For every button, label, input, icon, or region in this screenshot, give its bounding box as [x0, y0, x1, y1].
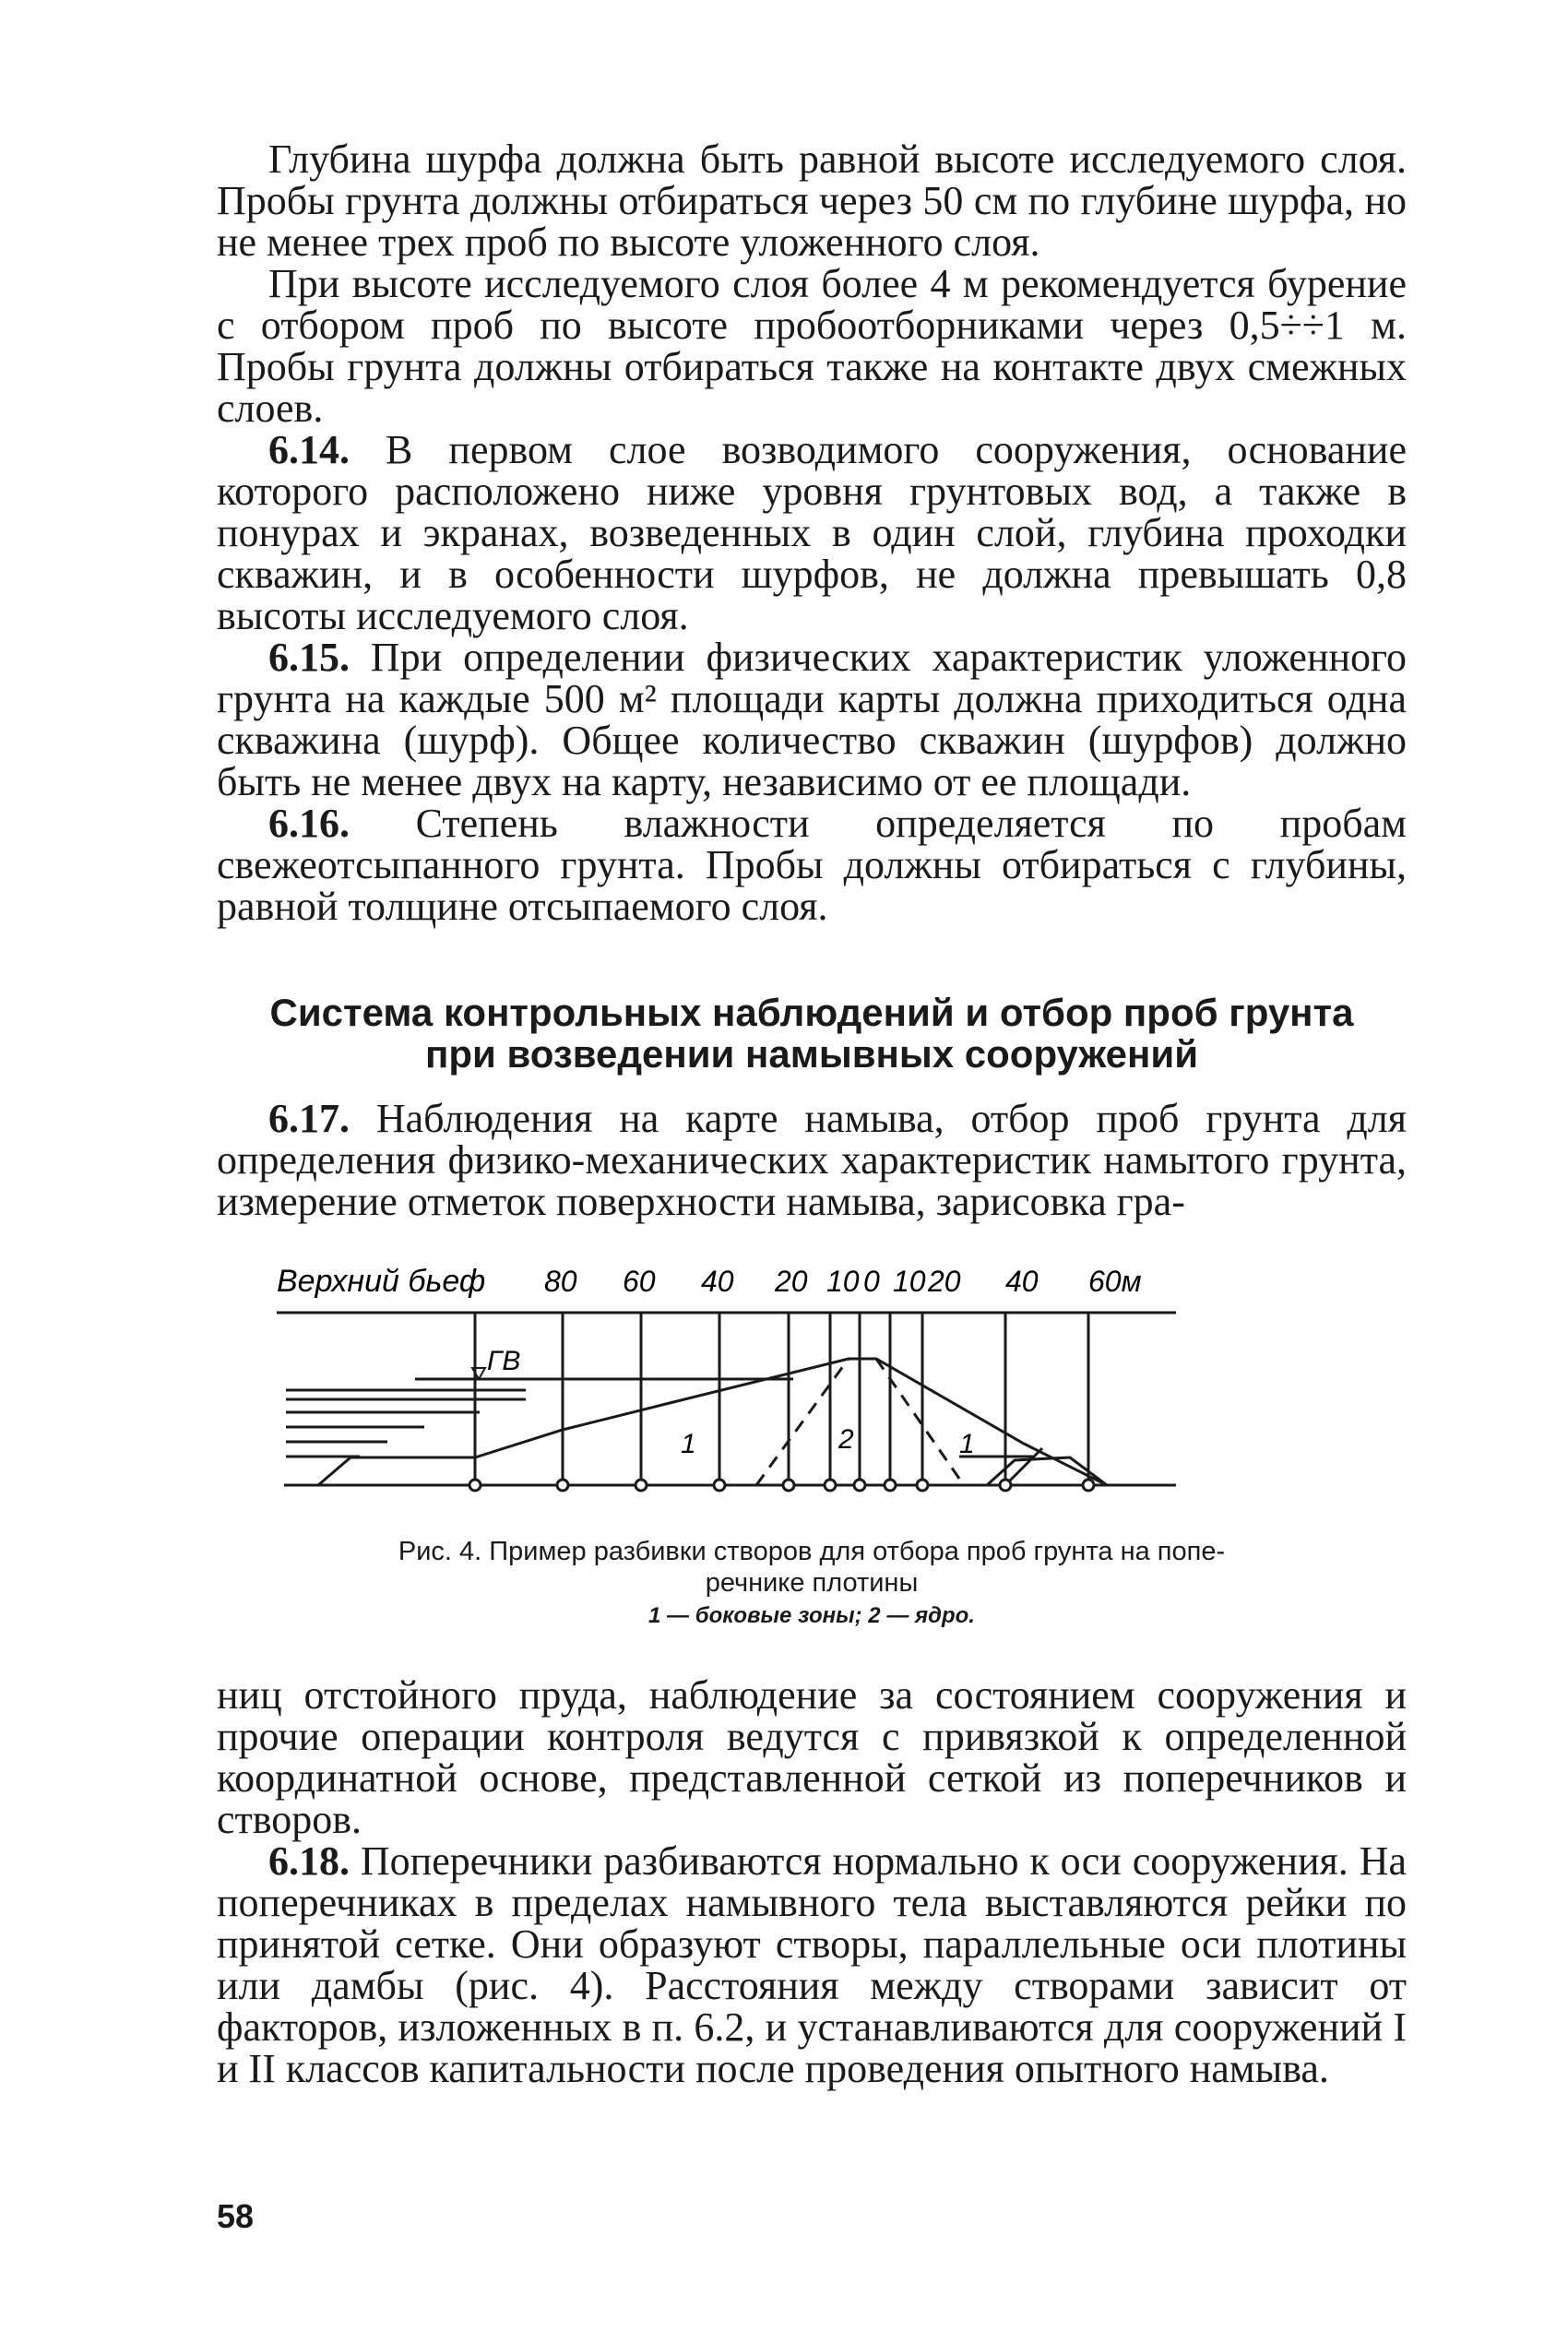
paragraph-text: Наблюдения на карте намыва, отбор проб грунта для определения физико-механических характеристик намытого грунта, измерение отметок поверхности намыва, зарисовка гра- [217, 1096, 1407, 1224]
section-number: 6.17. [268, 1096, 350, 1141]
scale-tick: 20 [928, 1265, 961, 1298]
paragraph-6-14 [217, 429, 1407, 636]
text-block-bottom [217, 1674, 1407, 2089]
paragraph-6-16 [217, 803, 1407, 927]
paragraph-6-18 [217, 1840, 1407, 2089]
section-number: 6.15. [268, 635, 350, 680]
zone-label: 1 [959, 1429, 975, 1459]
scale-title: Верхний бьеф [277, 1264, 486, 1299]
section-number: 6.16. [268, 801, 350, 846]
paragraph: При высоте исследуемого слоя более 4 м рекомендуется бурение с отбором проб по высоте пробоотборниками через 0,5÷÷1 м. Пробы грунта должны отбираться также на контакте двух смежных слоев. [217, 261, 1407, 431]
scale-tick: 40 [1005, 1265, 1039, 1298]
scale-tick: 80 [544, 1265, 577, 1298]
cross-section-drawing [277, 1313, 1176, 1491]
scale-tick: 20 [775, 1265, 808, 1298]
heading-line-2: при возведении намывных сооружений [424, 1032, 1199, 1076]
section-number: 6.18. [268, 1838, 350, 1884]
text-block-top [217, 138, 1407, 927]
scale-tick: 40 [701, 1265, 734, 1298]
scale-tick: 60м [1088, 1265, 1142, 1298]
paragraph-text: В первом слое возводимого сооружения, основание которого расположено ниже уровня грунтовых вод, а также в понурах и экранах, возведенных в один слой, глубина проходки скважин, и в особенности шурфов, не должна превышать 0,8 высоты исследуемого слоя. [217, 427, 1407, 638]
caption-line-1: Рис. 4. Пример разбивки створов для отбора проб грунта на попе- [398, 1537, 1226, 1566]
section-heading [217, 992, 1407, 1075]
sampling-verticals [475, 1313, 1088, 1485]
paragraph-6-17 [217, 1098, 1407, 1222]
paragraph-text: Степень влажности определяется по пробам свежеотсыпанного грунта. Пробы должны отбираться с глубины, равной толщине отсыпаемого слоя. [217, 801, 1407, 929]
scale-tick: 60 [623, 1265, 656, 1298]
dam-cross-section-figure [277, 1259, 1181, 1508]
paragraph-6-15 [217, 636, 1407, 803]
scale-tick: 0 [863, 1265, 880, 1298]
heading-line-1: Система контрольных наблюдений и отбор проб грунта [269, 991, 1354, 1034]
figure-caption [217, 1536, 1407, 1599]
paragraph: Глубина шурфа должна быть равной высоте исследуемого слоя. Пробы грунта должны отбираться через 50 см по глубине шурфа, но не менее трех проб по высоте уложенного слоя. [217, 137, 1407, 265]
text-block-middle [217, 1098, 1407, 1222]
scale-tick: 10 [826, 1265, 860, 1298]
water-level-label: ГВ [487, 1346, 521, 1376]
zone-label: 2 [838, 1424, 854, 1455]
toe-slope [1005, 1448, 1042, 1485]
zone-label: 1 [681, 1429, 696, 1459]
figure-legend: 1 — боковые зоны; 2 — ядро. [648, 1603, 975, 1628]
page-number: 58 [217, 2197, 255, 2235]
caption-line-2: речнике плотины [705, 1568, 919, 1598]
paragraph-continuation: ниц отстойного пруда, наблюдение за состоянием сооружения и прочие операции контроля ведутся с привязкой к определенной координатной основе, представленной сеткой из поперечников и створов. [217, 1672, 1407, 1842]
scale-tick: 10 [893, 1265, 926, 1298]
section-number: 6.14. [268, 427, 350, 472]
sampling-points [469, 1480, 1094, 1491]
paragraph-text: При определении физических характеристик уложенного грунта на каждые 500 м² площади карты должна приходиться одна скважина (шурф). Общее количество скважин (шурфов) должно быть не менее двух на карту, независимо от ее площади. [217, 635, 1407, 804]
paragraph-text: Поперечники разбиваются нормально к оси сооружения. На поперечниках в пределах намывного тела выставляются рейки по принятой сетке. Они образуют створы, параллельные оси плотины или дамбы (рис. 4). Расстояния между створами зависит от факторов, изложенных в п. 6.2, и устанавливаются для сооружений I и II классов капитальности после проведения опытного намыва. [217, 1838, 1407, 2091]
